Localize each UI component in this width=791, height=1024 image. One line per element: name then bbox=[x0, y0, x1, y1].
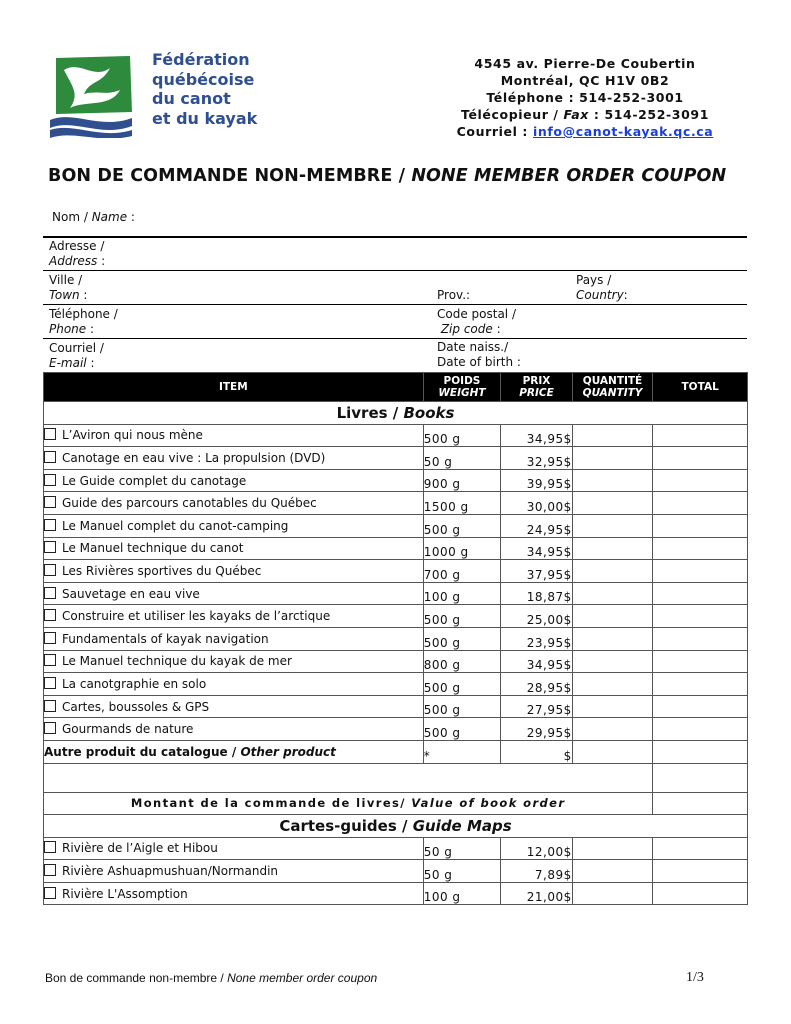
price-cell: 27,95$ bbox=[501, 695, 573, 718]
price-cell: 28,95$ bbox=[501, 673, 573, 696]
item-name: Sauvetage en eau vive bbox=[62, 586, 200, 601]
dob-label-fr: Date naiss./ bbox=[437, 340, 509, 354]
price-cell: 37,95$ bbox=[501, 560, 573, 583]
total-cell[interactable] bbox=[653, 673, 748, 696]
header-weight bbox=[423, 373, 501, 402]
total-cell[interactable] bbox=[653, 447, 748, 470]
weight-cell: 500 g bbox=[423, 627, 501, 650]
checkbox[interactable] bbox=[44, 609, 56, 621]
total-cell[interactable] bbox=[653, 424, 748, 447]
quantity-cell[interactable] bbox=[572, 537, 653, 560]
header-item: ITEM bbox=[44, 373, 424, 402]
maps-section-fr: Cartes-guides / bbox=[279, 816, 413, 835]
phone-label-en: Phone bbox=[49, 322, 87, 336]
table-row bbox=[44, 882, 748, 905]
quantity-cell[interactable] bbox=[572, 740, 653, 763]
weight-cell: 50 g bbox=[423, 860, 501, 883]
weight-cell: 1000 g bbox=[423, 537, 501, 560]
org-name bbox=[152, 50, 257, 128]
item-cell bbox=[44, 560, 424, 583]
checkbox[interactable] bbox=[44, 474, 56, 486]
email-colon: : bbox=[86, 356, 95, 370]
table-row bbox=[44, 695, 748, 718]
item-name: Rivière de l’Aigle et Hibou bbox=[62, 841, 218, 856]
item-cell bbox=[44, 860, 424, 883]
item-name: Cartes, boussoles & GPS bbox=[62, 699, 210, 714]
total-cell[interactable] bbox=[653, 837, 748, 860]
item-cell bbox=[44, 650, 424, 673]
country-label-fr: Pays / bbox=[576, 273, 612, 287]
header-weight-fr: POIDS bbox=[443, 375, 481, 387]
price-cell: 23,95$ bbox=[501, 627, 573, 650]
checkbox[interactable] bbox=[44, 864, 56, 876]
quantity-cell[interactable] bbox=[572, 718, 653, 741]
total-cell[interactable] bbox=[653, 695, 748, 718]
org-name-line-3: du canot bbox=[152, 89, 231, 108]
contact-email bbox=[430, 123, 740, 140]
item-cell bbox=[44, 424, 424, 447]
quantity-cell[interactable] bbox=[572, 514, 653, 537]
table-row bbox=[44, 469, 748, 492]
weight-cell: 500 g bbox=[423, 695, 501, 718]
total-cell[interactable] bbox=[653, 537, 748, 560]
quantity-cell[interactable] bbox=[572, 582, 653, 605]
item-cell bbox=[44, 718, 424, 741]
table-row bbox=[44, 582, 748, 605]
table-row bbox=[44, 718, 748, 741]
total-cell[interactable] bbox=[653, 882, 748, 905]
item-name: L’Aviron qui nous mène bbox=[62, 428, 203, 443]
divider bbox=[43, 270, 747, 271]
item-name: Fundamentals of kayak navigation bbox=[62, 631, 269, 646]
item-cell bbox=[44, 605, 424, 628]
item-name: La canotgraphie en solo bbox=[62, 676, 207, 691]
price-cell: 24,95$ bbox=[501, 514, 573, 537]
header-qty-fr: QUANTITÉ bbox=[582, 375, 643, 387]
quantity-cell[interactable] bbox=[572, 424, 653, 447]
email-field[interactable] bbox=[49, 341, 104, 371]
checkbox[interactable] bbox=[44, 587, 56, 599]
weight-cell: 500 g bbox=[423, 673, 501, 696]
logo-green-shape bbox=[56, 56, 132, 114]
total-cell[interactable] bbox=[653, 650, 748, 673]
checkbox[interactable] bbox=[44, 496, 56, 508]
checkbox[interactable] bbox=[44, 451, 56, 463]
blank-cell bbox=[44, 763, 653, 792]
name-label-en: Name bbox=[91, 210, 128, 224]
item-name: Le Manuel technique du canot bbox=[62, 541, 244, 556]
zip-colon: : bbox=[492, 322, 501, 336]
footer-fr: Bon de commande non-membre / bbox=[45, 971, 228, 985]
address-field[interactable] bbox=[49, 239, 105, 269]
weight-cell: 50 g bbox=[423, 447, 501, 470]
divider bbox=[43, 338, 747, 339]
town-colon: : bbox=[79, 288, 88, 302]
country-label-en: Country bbox=[576, 288, 624, 302]
weight-cell: 500 g bbox=[423, 718, 501, 741]
total-cell[interactable] bbox=[653, 605, 748, 628]
footer-label bbox=[45, 971, 377, 985]
address-label-en: Address bbox=[49, 254, 98, 268]
quantity-cell[interactable] bbox=[572, 673, 653, 696]
maps-section-en: Guide Maps bbox=[412, 816, 512, 835]
country-field[interactable]: Pays / Country: bbox=[576, 273, 628, 302]
books-section-row bbox=[44, 402, 748, 425]
total-cell[interactable] bbox=[653, 514, 748, 537]
item-name: Le Manuel technique du kayak de mer bbox=[62, 654, 292, 669]
item-name: Gourmands de nature bbox=[62, 722, 194, 737]
item-name: Construire et utiliser les kayaks de l’arctique bbox=[62, 609, 331, 624]
weight-cell: 800 g bbox=[423, 650, 501, 673]
item-cell bbox=[44, 514, 424, 537]
header-price-en: PRICE bbox=[519, 387, 554, 399]
contact-city: Montréal, QC H1V 0B2 bbox=[500, 73, 670, 88]
price-cell: 21,00$ bbox=[501, 882, 573, 905]
contact-block bbox=[430, 55, 740, 140]
quantity-cell[interactable] bbox=[572, 837, 653, 860]
dob-label-en: Date of birth : bbox=[437, 355, 521, 369]
books-section-title bbox=[44, 402, 748, 425]
email-label-en: E-mail bbox=[49, 356, 87, 370]
footer-en: None member order coupon bbox=[227, 971, 378, 985]
quantity-cell[interactable] bbox=[572, 469, 653, 492]
price-cell: 7,89$ bbox=[501, 860, 573, 883]
table-row bbox=[44, 673, 748, 696]
checkbox[interactable] bbox=[44, 722, 56, 734]
weight-cell: 500 g bbox=[423, 605, 501, 628]
table-row bbox=[44, 537, 748, 560]
checkbox[interactable] bbox=[44, 564, 56, 576]
town-label-en: Town bbox=[49, 288, 80, 302]
total-cell[interactable] bbox=[653, 469, 748, 492]
checkbox[interactable] bbox=[44, 519, 56, 531]
table-row bbox=[44, 627, 748, 650]
fax-label: Fax bbox=[563, 107, 589, 122]
quantity-cell[interactable] bbox=[572, 560, 653, 583]
item-cell bbox=[44, 492, 424, 515]
header-price bbox=[501, 373, 573, 402]
book-total-fr: Montant de la commande de livres/ bbox=[130, 796, 412, 811]
checkbox[interactable] bbox=[44, 841, 56, 853]
price-cell: 32,95$ bbox=[501, 447, 573, 470]
total-cell[interactable] bbox=[653, 718, 748, 741]
weight-cell: 1500 g bbox=[423, 492, 501, 515]
email-link[interactable]: info@canot-kayak.qc.ca bbox=[532, 124, 714, 139]
item-cell bbox=[44, 582, 424, 605]
table-row bbox=[44, 424, 748, 447]
org-name-line-2: québécoise bbox=[152, 69, 255, 89]
item-cell bbox=[44, 537, 424, 560]
divider bbox=[43, 236, 747, 238]
phone-field[interactable] bbox=[49, 307, 118, 337]
zip-label-en: Zip code bbox=[440, 322, 493, 336]
town-field[interactable] bbox=[49, 273, 87, 303]
price-cell: 18,87$ bbox=[501, 582, 573, 605]
quantity-cell[interactable] bbox=[572, 695, 653, 718]
price-cell: 39,95$ bbox=[501, 469, 573, 492]
table-row bbox=[44, 837, 748, 860]
quantity-cell[interactable] bbox=[572, 627, 653, 650]
contact-address: 4545 av. Pierre-De Coubertin bbox=[474, 56, 696, 71]
prov-field[interactable]: Prov.: bbox=[437, 288, 471, 302]
divider bbox=[43, 304, 747, 305]
price-cell: 30,00$ bbox=[501, 492, 573, 515]
weight-cell: 700 g bbox=[423, 560, 501, 583]
other-product-en: Other product bbox=[240, 744, 336, 759]
dob-field[interactable] bbox=[437, 340, 521, 370]
book-total-en: Value of book order bbox=[411, 796, 566, 811]
item-name: Guide des parcours canotables du Québec bbox=[62, 496, 317, 511]
book-total-row bbox=[44, 792, 748, 815]
table-row bbox=[44, 860, 748, 883]
quantity-cell[interactable] bbox=[572, 605, 653, 628]
item-name: Le Guide complet du canotage bbox=[62, 473, 247, 488]
page-title bbox=[48, 166, 726, 186]
zip-label-fr: Code postal / bbox=[437, 307, 516, 321]
checkbox[interactable] bbox=[44, 428, 56, 440]
maps-section-row bbox=[44, 815, 748, 838]
total-cell[interactable] bbox=[653, 860, 748, 883]
phone-label-fr: Téléphone / bbox=[49, 307, 118, 321]
checkbox[interactable] bbox=[44, 632, 56, 644]
total-cell[interactable] bbox=[653, 763, 748, 792]
item-cell bbox=[44, 695, 424, 718]
checkbox[interactable] bbox=[44, 887, 56, 899]
quantity-cell[interactable] bbox=[572, 650, 653, 673]
item-name: Rivière Ashuapmushuan/Normandin bbox=[62, 864, 279, 879]
title-en: NONE MEMBER ORDER COUPON bbox=[411, 166, 727, 186]
checkbox[interactable] bbox=[44, 654, 56, 666]
price-cell: 34,95$ bbox=[501, 424, 573, 447]
price-cell: 25,00$ bbox=[501, 605, 573, 628]
table-row bbox=[44, 447, 748, 470]
books-section-fr: Livres / bbox=[336, 403, 404, 422]
weight-cell: 500 g bbox=[423, 424, 501, 447]
book-total-value[interactable] bbox=[653, 792, 748, 815]
price-cell: $ bbox=[501, 740, 573, 763]
item-cell bbox=[44, 837, 424, 860]
price-cell: 34,95$ bbox=[501, 537, 573, 560]
checkbox[interactable] bbox=[44, 700, 56, 712]
email-label: Courriel : bbox=[456, 124, 533, 139]
table-row bbox=[44, 605, 748, 628]
fax-prefix: Télécopieur / bbox=[460, 107, 564, 122]
weight-cell: 100 g bbox=[423, 882, 501, 905]
total-cell[interactable] bbox=[653, 582, 748, 605]
blank-row bbox=[44, 763, 748, 792]
contact-phone: Téléphone : 514-252-3001 bbox=[486, 90, 684, 105]
item-name: Les Rivières sportives du Québec bbox=[62, 563, 262, 578]
name-field[interactable] bbox=[52, 210, 135, 224]
item-cell bbox=[44, 882, 424, 905]
table-row bbox=[44, 650, 748, 673]
header-quantity bbox=[572, 373, 653, 402]
quantity-cell[interactable] bbox=[572, 882, 653, 905]
quantity-cell[interactable] bbox=[572, 860, 653, 883]
other-product-label bbox=[44, 740, 424, 763]
other-product-row bbox=[44, 740, 748, 763]
total-cell[interactable] bbox=[653, 740, 748, 763]
table-row bbox=[44, 514, 748, 537]
price-cell: 29,95$ bbox=[501, 718, 573, 741]
weight-cell: 900 g bbox=[423, 469, 501, 492]
weight-cell: * bbox=[423, 740, 501, 763]
address-label-fr: Adresse / bbox=[49, 239, 105, 253]
table-header-row bbox=[44, 373, 748, 402]
address-colon: : bbox=[97, 254, 106, 268]
item-name: Canotage en eau vive : La propulsion (DVD) bbox=[62, 450, 326, 465]
books-section-en: Books bbox=[403, 403, 455, 422]
item-cell bbox=[44, 673, 424, 696]
table-row bbox=[44, 492, 748, 515]
header-qty-en: QUANTITY bbox=[582, 387, 643, 399]
checkbox[interactable] bbox=[44, 541, 56, 553]
item-cell bbox=[44, 627, 424, 650]
org-name-line-1: Fédération bbox=[152, 50, 250, 69]
name-label-fr: Nom / bbox=[52, 210, 92, 224]
price-cell: 12,00$ bbox=[501, 837, 573, 860]
table-row bbox=[44, 560, 748, 583]
zip-field[interactable] bbox=[437, 307, 516, 337]
total-cell[interactable] bbox=[653, 560, 748, 583]
header-weight-en: WEIGHT bbox=[438, 387, 486, 399]
fax-value: : 514-252-3091 bbox=[588, 107, 709, 122]
page-number: 1/3 bbox=[686, 970, 704, 985]
other-product-fr: Autre produit du catalogue / bbox=[44, 744, 241, 759]
contact-fax bbox=[430, 106, 740, 123]
book-total-label bbox=[44, 792, 653, 815]
maps-section-title bbox=[44, 815, 748, 838]
item-name: Le Manuel complet du canot-camping bbox=[62, 518, 289, 533]
quantity-cell[interactable] bbox=[572, 492, 653, 515]
total-cell[interactable] bbox=[653, 627, 748, 650]
town-label-fr: Ville / bbox=[49, 273, 83, 287]
header-total: TOTAL bbox=[653, 373, 748, 402]
org-name-line-4: et du kayak bbox=[152, 108, 258, 128]
weight-cell: 500 g bbox=[423, 514, 501, 537]
title-fr: BON DE COMMANDE NON-MEMBRE / bbox=[48, 166, 412, 186]
quantity-cell[interactable] bbox=[572, 447, 653, 470]
weight-cell: 50 g bbox=[423, 837, 501, 860]
name-colon: : bbox=[127, 210, 135, 224]
email-label-fr: Courriel / bbox=[49, 341, 104, 355]
item-cell bbox=[44, 469, 424, 492]
price-cell: 34,95$ bbox=[501, 650, 573, 673]
header-price-fr: PRIX bbox=[522, 375, 551, 387]
logo-blue-wave-2 bbox=[50, 128, 132, 138]
weight-cell: 100 g bbox=[423, 582, 501, 605]
item-cell bbox=[44, 447, 424, 470]
item-name: Rivière L'Assomption bbox=[62, 886, 188, 901]
checkbox[interactable] bbox=[44, 677, 56, 689]
total-cell[interactable] bbox=[653, 492, 748, 515]
phone-colon: : bbox=[86, 322, 95, 336]
order-table bbox=[43, 372, 748, 905]
